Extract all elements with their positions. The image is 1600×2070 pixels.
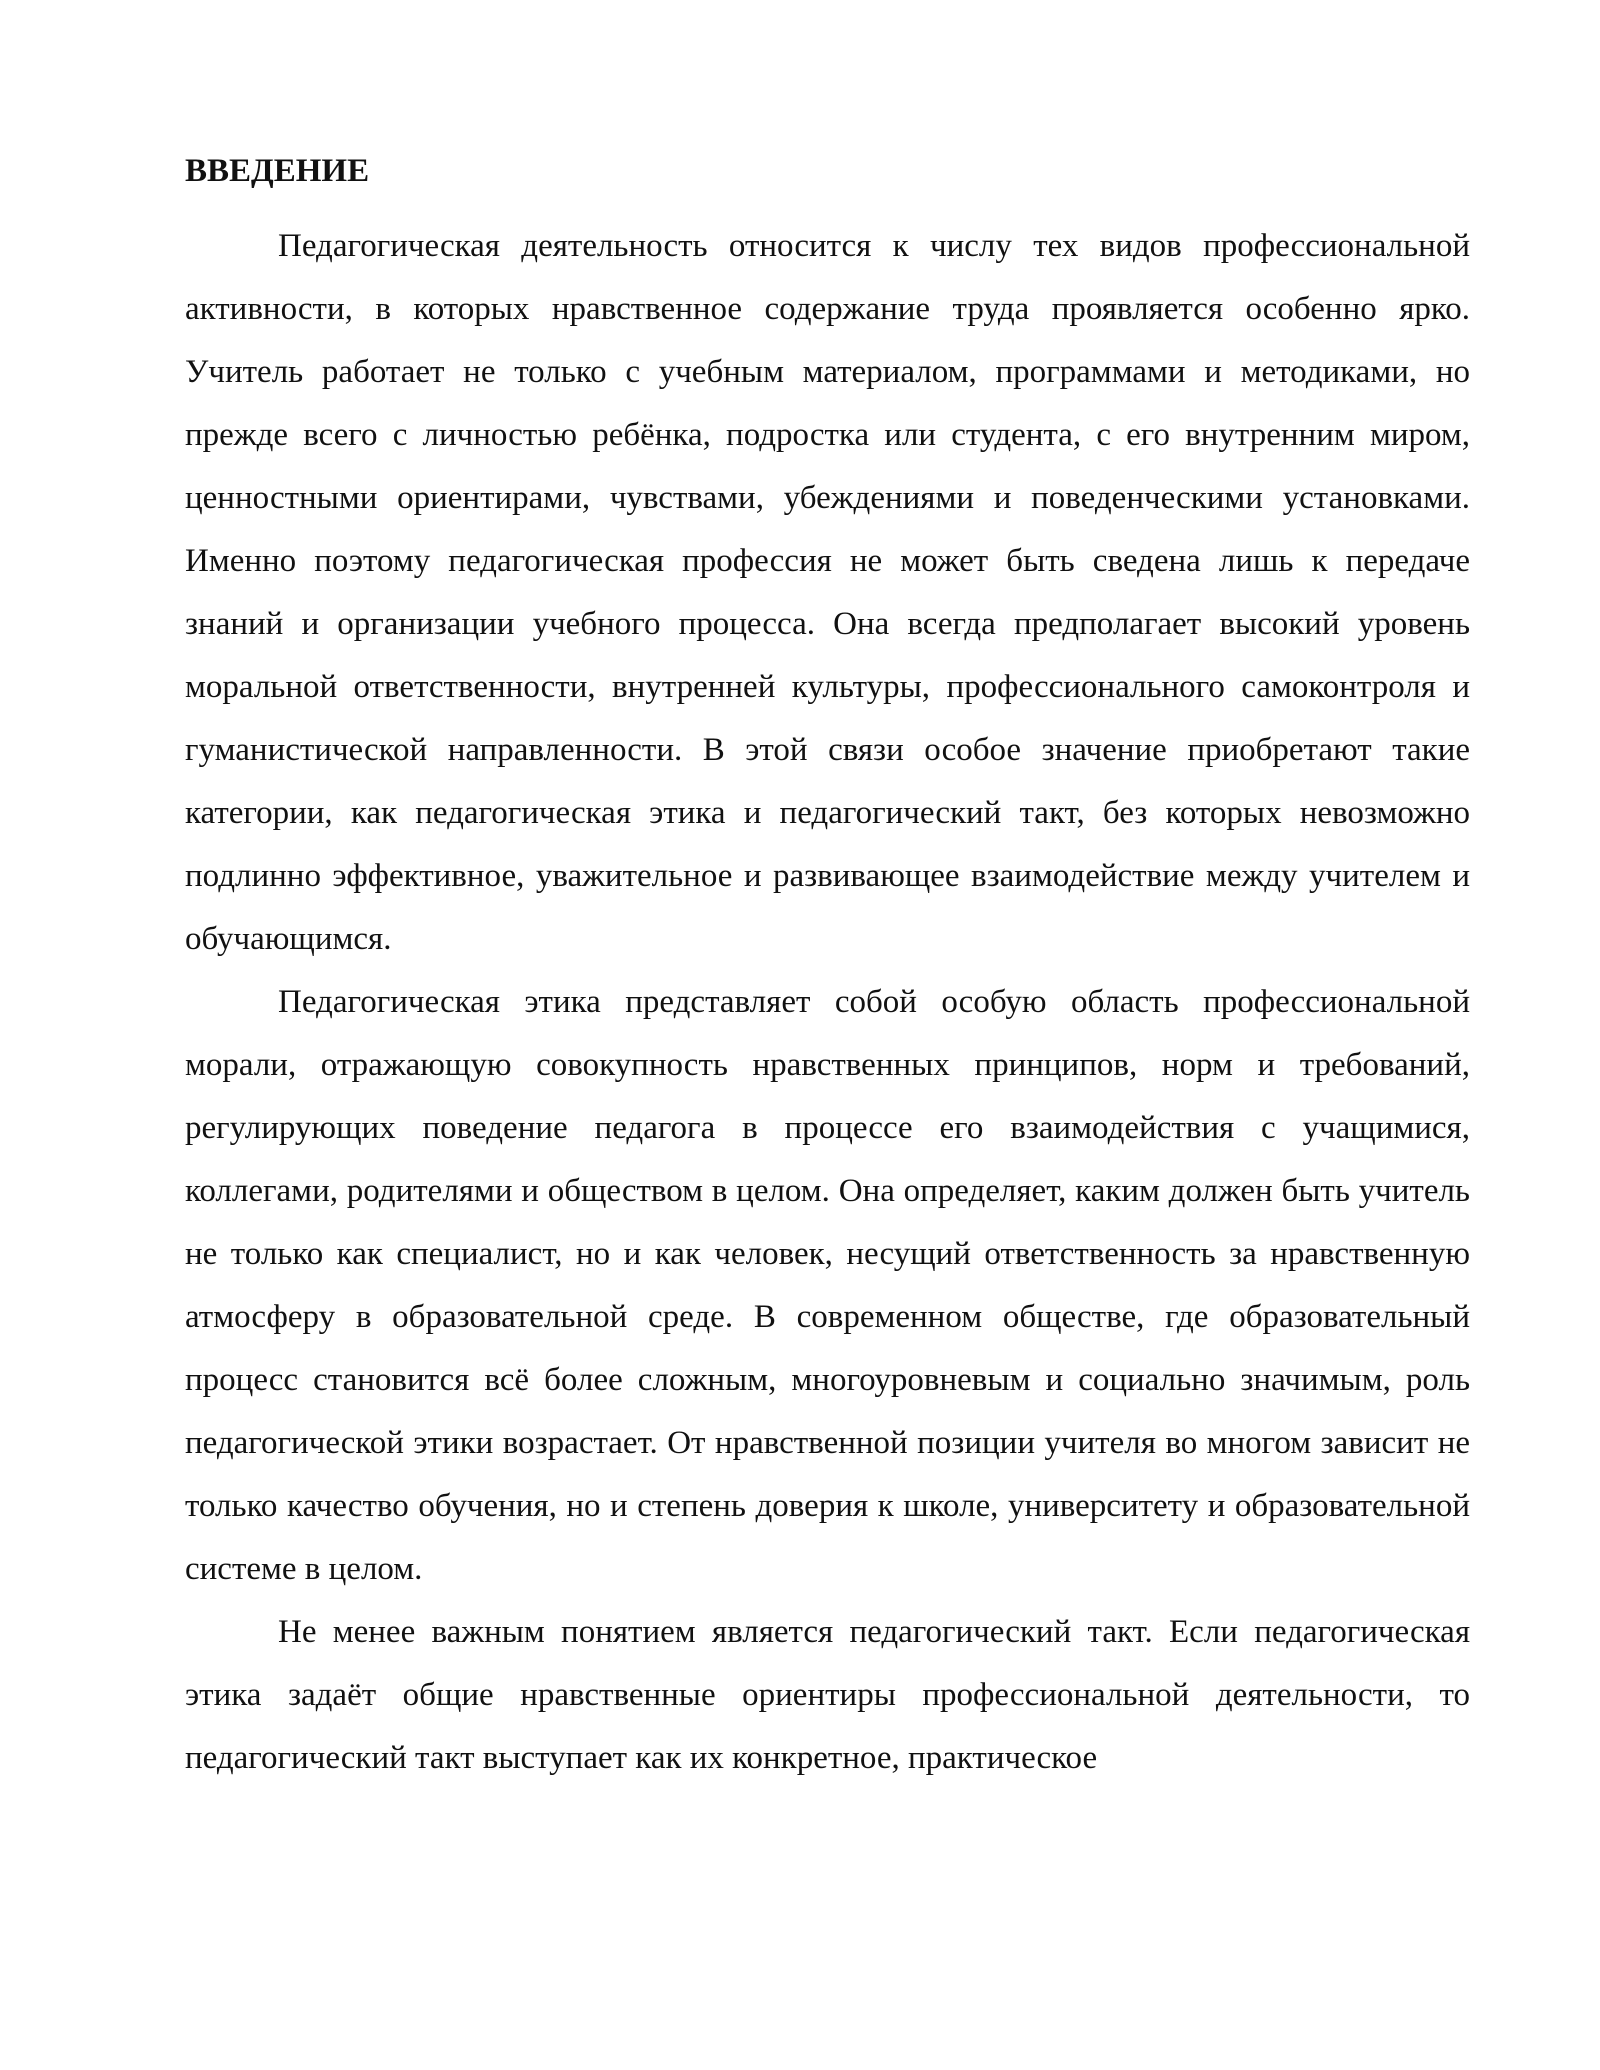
paragraph-1: Педагогическая деятельность относится к числу тех видов профессиональной активности, в которых нравственное содержание труда проявляется особенно ярко. Учитель работает не только с учебным материалом, программами и методиками, но прежде всего с личностью ребёнка, подростка или студента, с его внутренним миром, ценностными ориентирами, чувствами, убеждениями и поведенческими установками. Именно поэтому педагогическая профессия не может быть сведена лишь к передаче знаний и организации учебного процесса. Она всегда предполагает высокий уровень моральной ответственности, внутренней культуры, профессионального самоконтроля и гуманистической направленности. В этой связи особое значение приобретают такие категории, как педагогическая этика и педагогический такт, без которых невозможно подлинно эффективное, уважительное и развивающее взаимодействие между учителем и обучающимся.	[185, 228, 1470, 957]
section-heading: ВВЕДЕНИЕ	[185, 153, 370, 189]
paragraph-3: Не менее важным понятием является педагогический такт. Если педагогическая этика задаёт общие нравственные ориентиры профессиональной деятельности, то педагогический такт выступает как их конкретное, практическое	[185, 1614, 1470, 1776]
document-body	[185, 140, 1470, 1790]
paragraph-2: Педагогическая этика представляет собой особую область профессиональной морали, отражающую совокупность нравственных принципов, норм и требований, регулирующих поведение педагога в процессе его взаимодействия с учащимися, коллегами, родителями и обществом в целом. Она определяет, каким должен быть учитель не только как специалист, но и как человек, несущий ответственность за нравственную атмосферу в образовательной среде. В современном обществе, где образовательный процесс становится всё более сложным, многоуровневым и социально значимым, роль педагогической этики возрастает. От нравственной позиции учителя во многом зависит не только качество обучения, но и степень доверия к школе, университету и образовательной системе в целом.	[185, 984, 1470, 1587]
